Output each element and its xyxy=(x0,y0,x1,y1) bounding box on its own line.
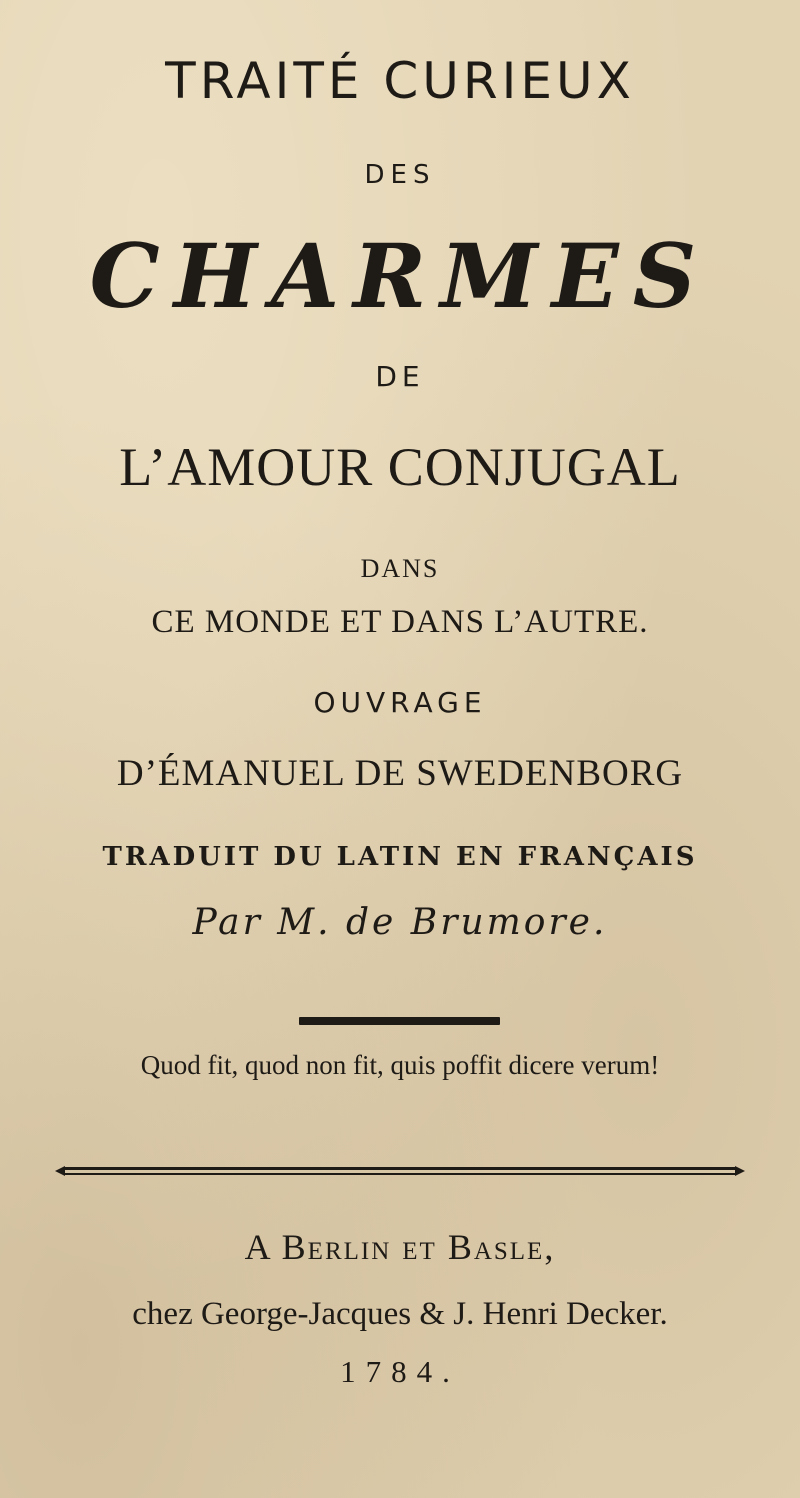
title-line-traite-curieux: TRAITÉ CURIEUX xyxy=(165,52,635,110)
author-line: D’ÉMANUEL DE SWEDENBORG xyxy=(116,753,684,794)
rule-line-lower xyxy=(65,1173,735,1175)
title-line-des: DES xyxy=(364,160,436,190)
title-line-de: DE xyxy=(375,360,425,393)
latin-epigraph: Quod fit, quod non fit, quis poffit dicere verum! xyxy=(140,1050,660,1080)
title-line-dans: DANS xyxy=(360,554,440,583)
double-rule-divider xyxy=(55,1166,745,1178)
translator-line: Par M. de Brumore. xyxy=(192,902,608,943)
thick-rule-divider xyxy=(299,1017,500,1025)
imprint-year: 1784. xyxy=(340,1354,460,1389)
title-line-ce-monde: CE MONDE ET DANS L’AUTRE. xyxy=(151,604,649,640)
rule-line-upper xyxy=(65,1167,735,1170)
translation-line: TRADUIT DU LATIN EN FRANÇAIS xyxy=(102,842,698,872)
imprint-place: A Berlin et Basle, xyxy=(244,1227,556,1267)
imprint-printer: chez George-Jacques & J. Henri Decker. xyxy=(132,1296,668,1332)
title-line-ouvrage: OUVRAGE xyxy=(313,686,487,719)
title-line-charmes: CHARMES xyxy=(89,224,711,328)
rule-end-right-ornament xyxy=(735,1166,745,1176)
title-line-amour-conjugal: L’AMOUR CONJUGAL xyxy=(119,437,681,497)
rule-end-left-ornament xyxy=(55,1166,65,1176)
